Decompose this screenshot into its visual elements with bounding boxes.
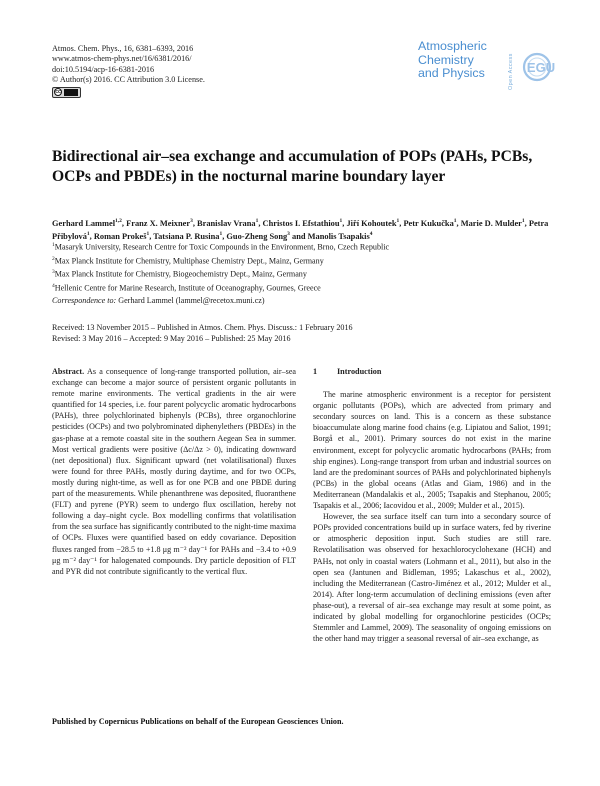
- cc-glyph: cc: [55, 89, 61, 96]
- author-name: Franz X. Meixner$^3$: [126, 218, 193, 228]
- author-name: Gerhard Lammel$^{1,2}$: [52, 218, 122, 228]
- egu-logo-letters: EGU: [526, 60, 556, 75]
- affiliation-number: 2: [52, 255, 55, 262]
- author-affiliation-mark: 1,2: [115, 218, 122, 224]
- author-name: Tatsiana P. Rusina$^1$: [153, 230, 223, 241]
- abstract-label: Abstract.: [52, 367, 85, 376]
- author-affiliation-mark: 1: [339, 218, 343, 224]
- affiliation-item: [52, 240, 552, 254]
- affiliation-number: 4: [52, 282, 55, 289]
- doi[interactable]: doi:10.5194/acp-16-6381-2016: [52, 64, 155, 74]
- journal-name-line3: and Physics: [418, 66, 485, 81]
- cc-license-icon[interactable]: [52, 87, 81, 98]
- correspondence: [52, 296, 265, 305]
- author-name: Branislav Vrana$^1$: [197, 218, 259, 228]
- author-name: Petr Kukučka$^1$: [403, 218, 457, 228]
- author-list: Gerhard Lammel$^{1,2}$, Franz X. Meixner$^3$, Branislav Vrana$^1$, Christos I. Efstathiou$^1$, Jiří Kohoutek$^1$, Petr Kukučka$^1$, Marie D. Mulder$^1$, Petra Přibylová$^1$, Roman Prokeš$^1$, Tatsiana P. Rusina$^1$, Guo-Zheng Song$^3$ and Manolis Tsapakis$^4$: [52, 218, 549, 241]
- affiliation-list: [52, 240, 552, 294]
- section-title: Introduction: [337, 367, 382, 376]
- journal-url[interactable]: www.atmos-chem-phys.net/16/6381/2016/: [52, 54, 192, 64]
- affiliation-item: [52, 267, 552, 281]
- citation-line: Atmos. Chem. Phys., 16, 6381–6393, 2016: [52, 44, 194, 53]
- author-affiliation-mark: 1: [146, 230, 150, 237]
- author-name: Christos I. Efstathiou$^1$: [262, 218, 343, 228]
- correspondence-label: Correspondence to:: [52, 296, 117, 305]
- author-name: Jiří Kohoutek$^1$: [346, 218, 400, 228]
- author-name: Roman Prokeš$^1$: [93, 230, 150, 241]
- author-affiliation-mark: 1: [219, 230, 223, 237]
- affiliation-number: 3: [52, 269, 55, 276]
- section-number: 1: [313, 367, 318, 376]
- journal-name-line1: Atmospheric: [418, 39, 487, 53]
- license-line: © Author(s) 2016. CC Attribution 3.0 License.: [52, 74, 205, 84]
- introduction: [313, 366, 551, 644]
- author-name: Petra Přibylová$^1$: [52, 218, 549, 241]
- affiliation-text: Masaryk University, Research Centre for Toxic Compounds in the Environment, Brno, Czech Republic: [54, 242, 390, 252]
- abstract-text: As a consequence of long-range transported pollution, air–sea exchange can become a major source of persistent organic pollutants in remote marine environments. The vertical gradients in the air were quantified for 14 species, i.e. four parent polycyclic aromatic hydrocarbons (PAHs), three polychlorinated biphenyls (PCBs), three organochlorine pesticides (OCPs) and two polybrominated diphenylethers (PBDEs) in the gas-phase at a remote coastal site in the southern Aegean Sea in summer. Most vertical gradients were positive (Δc/Δz > 0), indicating downward (net depositional) flux. Significant upward (net volatilisational) fluxes were found for three PAHs, mostly during daytime, and for two OCPs, mostly during night-time, as well as for one PCB and one PBDE during part of the measurements. While phenanthrene was deposited, fluoranthene (FLT) and pyrene (PYR) seem to undergo flux oscillation, hereby not following a day–night cycle. Box modelling confirms that volatilisation from the sea surface has significantly contributed to the night-time maxima of OCPs. Fluxes were quantified based on eddy covariance. Deposition fluxes ranged from −28.5 to +1.8 μg m⁻² day⁻¹ for PAHs and −3.4 to +0.9 μg m⁻² day⁻¹ for halogenated compounds. Dry particle deposition of FLT and PYR did not contribute significantly to the vertical flux.: [52, 367, 297, 576]
- author-affiliation-mark: 1: [521, 218, 525, 224]
- author-name: Manolis Tsapakis$^4$: [307, 230, 373, 241]
- author-affiliation-mark: 1: [453, 218, 457, 224]
- open-access-label: Open Access: [508, 53, 514, 90]
- affiliation-number: 1: [52, 242, 55, 248]
- intro-paragraph: However, the sea surface itself can turn into a secondary source of POPs provided concentrations build up in surface waters, fed by riverine or atmospheric deposition input. Such studies are still rare. Revolatilisation was observed for hexachlorocyclohexane (HCH) and PAHs, not only in coastal waters (Lohmann et al., 2011), but also in the open sea (Jantunen and Bidleman, 1995; Lakaschus et al., 2002), including the Mediterranean (Castro-Jiménez et al., 2012; Mulder et al., 2014). After long-term accumulation of declining emissions (even after phase-out), a reversal of air–sea exchange may result at some point, as indicated by global modelling for organochlorine pesticides (OCPs; Stemmler and Lammel, 2009). The seasonality of ongoing emissions on the other hand may trigger a seasonal reversal of air–sea exchange, as: [313, 512, 551, 644]
- affiliation-text: Max Planck Institute for Chemistry, Biogeochemistry Dept., Mainz, Germany: [54, 269, 307, 279]
- abstract: [52, 366, 296, 577]
- correspondence-text[interactable]: Gerhard Lammel (lammel@recetox.muni.cz): [118, 296, 265, 305]
- author-affiliation-mark: 3: [190, 218, 193, 224]
- author-affiliation-mark: 3: [287, 230, 290, 237]
- dates-line1: Received: 13 November 2015 – Published in Atmos. Chem. Phys. Discuss.: 1 February 2016: [52, 323, 353, 332]
- publisher-footer: Published by Copernicus Publications on behalf of the European Geosciences Union.: [52, 717, 344, 726]
- egu-logo-icon: [522, 52, 560, 82]
- section-heading: [313, 366, 551, 377]
- author-affiliation-mark: 1: [86, 230, 90, 237]
- dates-line2: Revised: 3 May 2016 – Accepted: 9 May 2016 – Published: 25 May 2016: [52, 334, 291, 344]
- author-name: Marie D. Mulder$^1$: [460, 218, 525, 228]
- affiliation-item: [52, 281, 552, 295]
- intro-paragraph: The marine atmospheric environment is a receptor for persistent organic pollutants (POPs), which are advected from primary and secondary sources on land. This is a concern as these substance bioaccumulate along marine food chains (e.g. Lipiatou and Saliot, 1991; Borgå et al., 2001). Primary sources do not exist in the marine environment, except for polycyclic aromatic hydrocarbons (PAHs; from ship engines). Long-range transport from urban and industrial sources on land are the predominant sources of PAHs and polychlorinated biphenyls (PCBs) in the global oceans (Atlas and Giam, 1986) and in the Mediterranean (Mandalakis et al., 2005; Tsapakis and Stephanou, 2005; Tsapakis et al., 2006; Iacovidou et al., 2009; Mulder et al., 2015).: [313, 390, 551, 511]
- journal-name-line2: Chemistry: [418, 52, 474, 67]
- affiliation-text: Hellenic Centre for Marine Research, Institute of Oceanography, Gournes, Greece: [54, 283, 321, 293]
- paper-title: Bidirectional air–sea exchange and accumulation of POPs (PAHs, PCBs, OCPs and PBDEs) in the nocturnal marine boundary layer: [52, 148, 533, 185]
- affiliation-text: Max Planck Institute for Chemistry, Multiphase Chemistry Dept., Mainz, Germany: [54, 256, 324, 266]
- author-affiliation-mark: 4: [369, 230, 373, 237]
- cc-by-bar: [64, 89, 78, 96]
- author-affiliation-mark: 1: [255, 218, 259, 224]
- author-and: and: [289, 231, 308, 241]
- author-name: Guo-Zheng Song$^3$: [226, 230, 290, 241]
- author-affiliation-mark: 1: [396, 218, 400, 224]
- affiliation-item: [52, 254, 552, 268]
- publication-dates: [52, 322, 353, 345]
- citation-block: [52, 44, 205, 101]
- journal-logo-text: [418, 40, 518, 81]
